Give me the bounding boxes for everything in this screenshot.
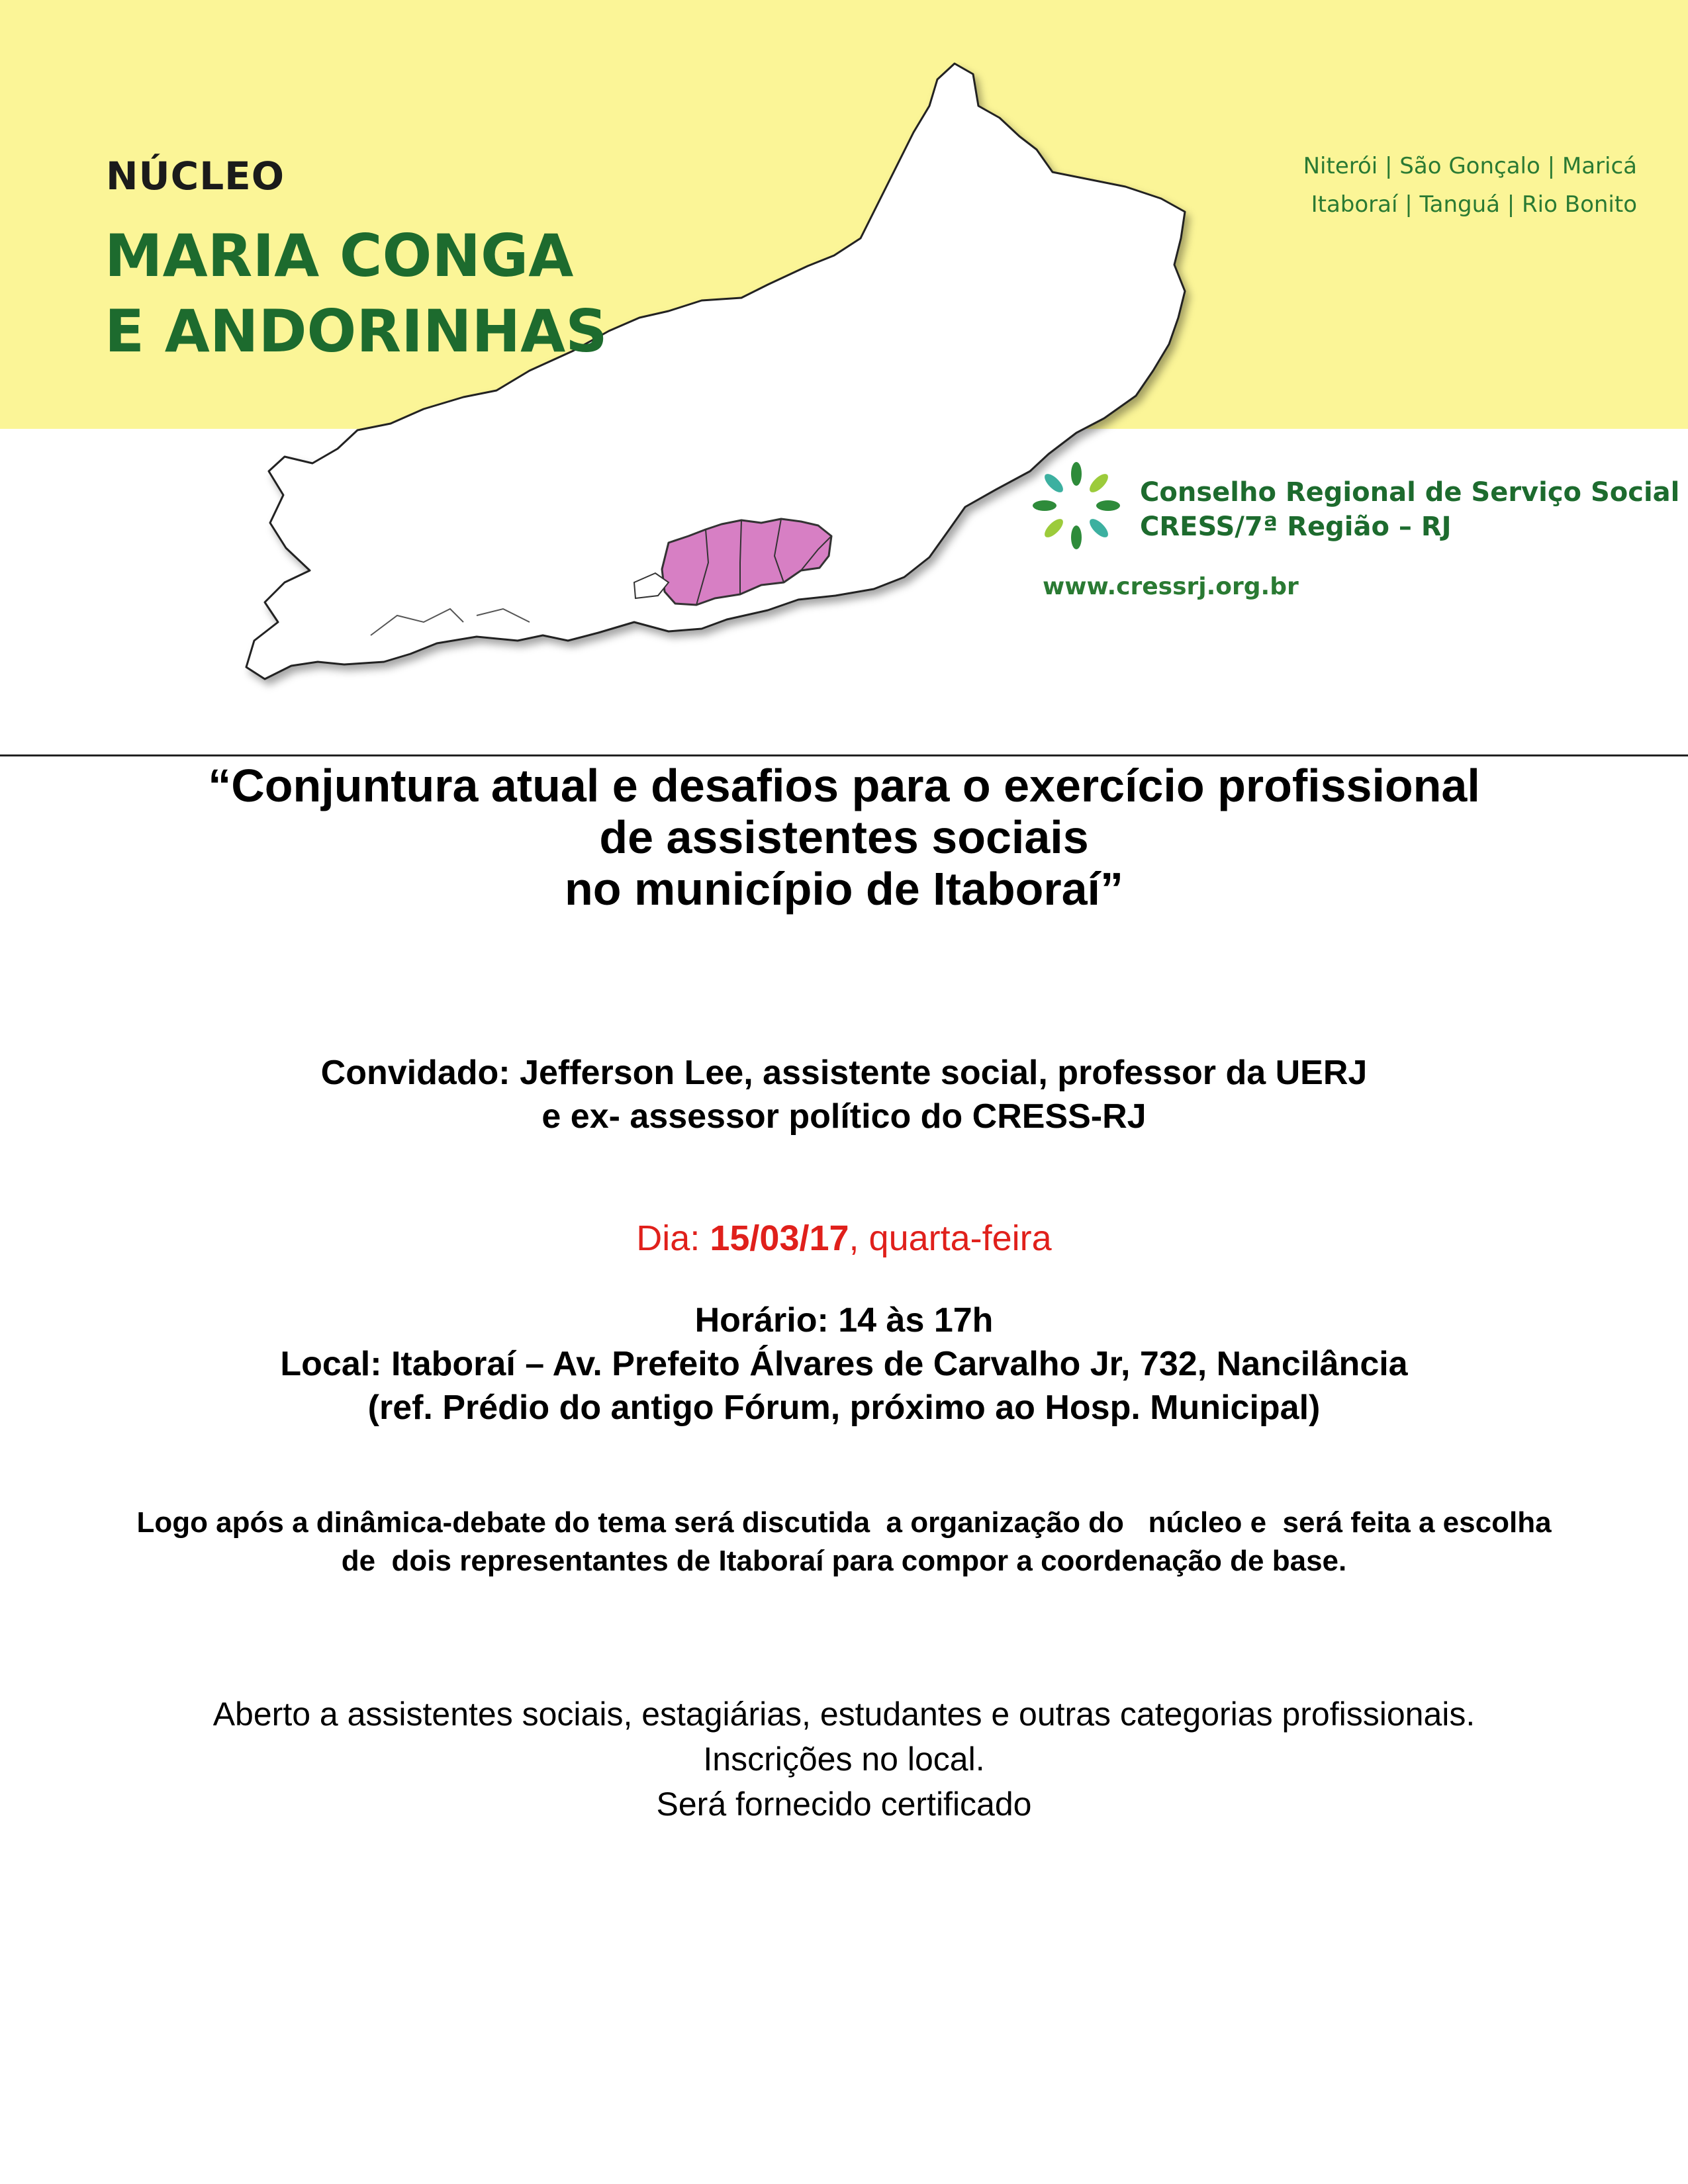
footer-line3: Será fornecido certificado — [656, 1786, 1032, 1823]
event-title — [0, 760, 1688, 915]
cress-name-line2: CRESS/7ª Região – RJ — [1140, 512, 1452, 542]
guest-line2: e ex- assessor político do CRESS-RJ — [541, 1097, 1147, 1136]
event-title-line3: no município de Itaboraí” — [565, 863, 1123, 915]
event-location-ref: (ref. Prédio do antigo Fórum, próximo ao Hosp. Municipal) — [367, 1388, 1321, 1427]
nucleo-name-line1: MARIA CONGA — [105, 222, 574, 290]
footer-line2: Inscrições no local. — [703, 1741, 985, 1778]
footer-line1: Aberto a assistentes sociais, estagiárias, estudantes e outras categorias profissionais. — [212, 1696, 1476, 1733]
guest-line1: Convidado: Jefferson Lee, assistente social, professor da UERJ — [320, 1054, 1368, 1092]
cities-line1: Niterói | São Gonçalo | Maricá — [1303, 153, 1637, 179]
event-schedule — [0, 1298, 1688, 1430]
cities-list — [1303, 147, 1637, 224]
date-value: 15/03/17 — [710, 1218, 849, 1258]
cress-hands-circle-logo-icon — [1030, 459, 1123, 552]
nucleo-name-line2: E ANDORINHAS — [105, 297, 608, 365]
cities-line2: Itaboraí | Tanguá | Rio Bonito — [1311, 191, 1637, 218]
notice-line2: de dois representantes de Itaboraí para compor a coordenação de base. — [341, 1545, 1347, 1577]
event-title-line1: “Conjuntura atual e desafios para o exercício profissional — [208, 760, 1480, 811]
event-date — [0, 1215, 1688, 1261]
date-prefix: Dia: — [636, 1218, 710, 1258]
cress-website-link[interactable]: www.cressrj.org.br — [1043, 573, 1299, 600]
event-title-line2: de assistentes sociais — [599, 811, 1089, 863]
date-suffix: , quarta-feira — [849, 1218, 1052, 1258]
event-footer — [0, 1692, 1688, 1827]
divider — [0, 754, 1688, 756]
cress-name-line1: Conselho Regional de Serviço Social — [1140, 477, 1680, 508]
cress-name — [1140, 475, 1679, 544]
notice-line1: Logo após a dinâmica-debate do tema será discutida a organização do núcleo e será feita a escolha — [136, 1506, 1552, 1539]
nucleo-label: NÚCLEO — [106, 154, 285, 199]
event-notice — [26, 1504, 1662, 1580]
nucleo-name — [105, 218, 608, 369]
event-time: Horário: 14 às 17h — [694, 1301, 994, 1340]
event-location: Local: Itaboraí – Av. Prefeito Álvares de Carvalho Jr, 732, Nancilância — [280, 1345, 1408, 1383]
guest-info — [0, 1051, 1688, 1138]
